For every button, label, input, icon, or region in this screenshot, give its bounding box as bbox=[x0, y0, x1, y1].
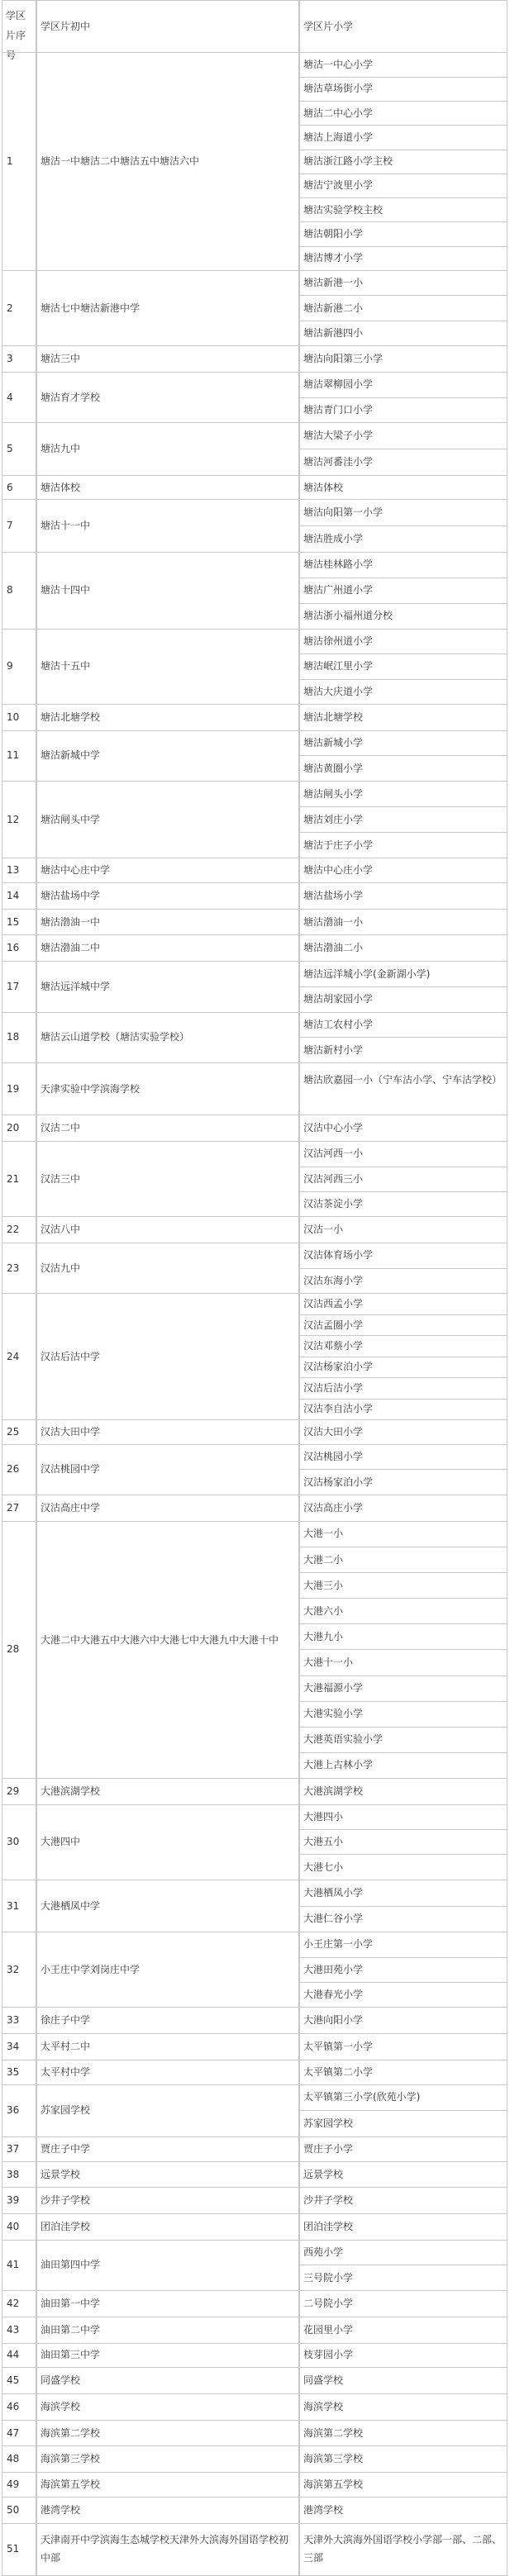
primary-school-name: 塘沽河番洼小学 bbox=[303, 455, 374, 468]
middle-school-name: 塘沽远洋城中学 bbox=[41, 980, 111, 992]
primary-school-name: 大港实验小学 bbox=[303, 1708, 364, 1720]
middle-school-name: 汉沽八中 bbox=[41, 1224, 81, 1236]
primary-school-name: 塘沽二中心小学 bbox=[303, 107, 374, 119]
primary-school-name: 塘沽胜成小学 bbox=[303, 532, 364, 544]
middle-school-name: 汉沽高庄中学 bbox=[41, 1502, 101, 1514]
primary-school-name: 塘沽草场街小学 bbox=[303, 83, 374, 95]
row-number: 34 bbox=[7, 2040, 20, 2052]
primary-school-name: 汉沽茶淀小学 bbox=[303, 1198, 364, 1210]
primary-school-name: 小王庄第一小学 bbox=[303, 1938, 374, 1951]
row-number: 39 bbox=[7, 2194, 20, 2207]
primary-school-name: 塘沽中心庄小学 bbox=[303, 864, 374, 877]
primary-school-name: 塘沽黄圈小学 bbox=[303, 762, 364, 774]
row-number: 25 bbox=[7, 1425, 20, 1438]
middle-school-name: 塘沽体校 bbox=[41, 481, 81, 493]
middle-school-name: 海滨第三学校 bbox=[41, 2453, 101, 2465]
middle-school-name: 沙井子学校 bbox=[41, 2194, 91, 2207]
middle-school-name: 塘沽北塘学校 bbox=[41, 711, 101, 723]
primary-school-name: 海滨第五学校 bbox=[303, 2479, 364, 2491]
row-number: 28 bbox=[7, 1643, 20, 1656]
primary-school-name: 港湾学校 bbox=[303, 2503, 344, 2516]
primary-school-name: 汉沽邓蔡小学 bbox=[303, 1340, 364, 1352]
primary-school-name: 沙井子学校 bbox=[303, 2194, 354, 2207]
middle-school-name: 塘沽中心庄中学 bbox=[41, 864, 111, 877]
middle-school-name: 汉沽九中 bbox=[41, 1262, 81, 1274]
primary-school-name: 汉沽桃园小学 bbox=[303, 1451, 364, 1463]
primary-school-name: 塘沽青门口小学 bbox=[303, 403, 374, 416]
row-number: 8 bbox=[7, 584, 13, 596]
primary-school-name: 塘沽朝阳小学 bbox=[303, 228, 364, 240]
primary-school-name: 塘沽广州道小学 bbox=[303, 584, 374, 596]
primary-school-name: 大港福源小学 bbox=[303, 1682, 364, 1694]
primary-school-name: 大港四小 bbox=[303, 1810, 344, 1823]
row-number: 51 bbox=[7, 2543, 20, 2555]
primary-school-name: 塘沽一中心小学 bbox=[303, 59, 374, 71]
row-number: 47 bbox=[7, 2426, 20, 2439]
row-number: 11 bbox=[7, 749, 20, 762]
row-number: 22 bbox=[7, 1224, 20, 1236]
primary-school-name: 贾庄子小学 bbox=[303, 2142, 354, 2155]
primary-school-name: 大港英语实验小学 bbox=[303, 1733, 384, 1746]
middle-school-name: 塘沽盐场中学 bbox=[41, 889, 101, 901]
row-number: 32 bbox=[7, 1963, 20, 1975]
row-number: 18 bbox=[7, 1031, 20, 1043]
row-number: 41 bbox=[7, 2259, 20, 2271]
primary-school-name: 汉沽高庄小学 bbox=[303, 1502, 364, 1514]
row-number: 36 bbox=[7, 2104, 20, 2117]
primary-school-name: 汉沽一小 bbox=[303, 1224, 344, 1236]
middle-school-name: 汉沽后沽中学 bbox=[41, 1350, 101, 1362]
primary-school-name: 汉沽杨家泊小学 bbox=[303, 1361, 374, 1373]
row-number: 17 bbox=[7, 980, 20, 992]
primary-school-name: 汉沽东海小学 bbox=[303, 1275, 364, 1287]
primary-school-name: 大港十一小 bbox=[303, 1656, 354, 1668]
row-number: 20 bbox=[7, 1122, 20, 1134]
primary-school-name: 太平镇第三小学(欣苑小学) bbox=[303, 2091, 421, 2103]
primary-school-name: 塘沽体校 bbox=[303, 481, 344, 493]
row-number: 38 bbox=[7, 2168, 20, 2180]
middle-school-name: 汉沽三中 bbox=[41, 1172, 81, 1185]
row-number: 24 bbox=[7, 1350, 20, 1362]
row-number: 45 bbox=[7, 2374, 20, 2387]
primary-school-name: 汉沽孟圈小学 bbox=[303, 1319, 364, 1331]
middle-school-name: 大港四中 bbox=[41, 1836, 81, 1848]
primary-school-name: 西苑小学 bbox=[303, 2246, 344, 2259]
middle-school-name: 小王庄中学刘岗庄中学 bbox=[41, 1963, 141, 1975]
primary-school-name: 大港滨湖学校 bbox=[303, 1785, 364, 1797]
primary-school-name: 塘沽实验学校主校 bbox=[303, 203, 384, 216]
row-number: 33 bbox=[7, 2014, 20, 2027]
primary-school-name: 塘沽渤油二小 bbox=[303, 942, 364, 954]
row-number: 16 bbox=[7, 942, 20, 954]
primary-school-name: 塘沽新城小学 bbox=[303, 737, 364, 749]
primary-school-name: 汉沽河西三小 bbox=[303, 1172, 364, 1185]
middle-school-name: 海滨学校 bbox=[41, 2400, 81, 2412]
row-number: 13 bbox=[7, 864, 20, 877]
middle-school-name: 油田第二中学 bbox=[41, 2323, 101, 2336]
primary-school-name: 塘沽向阳第三小学 bbox=[303, 352, 384, 364]
primary-school-name: 塘沽宁波里小学 bbox=[303, 179, 374, 192]
middle-school-name: 徐庄子中学 bbox=[41, 2014, 91, 2027]
primary-school-name: 大港一小 bbox=[303, 1528, 344, 1540]
primary-school-name: 大港二小 bbox=[303, 1553, 344, 1566]
primary-school-name: 汉沽河西一小 bbox=[303, 1148, 364, 1160]
middle-school-name: 贾庄子中学 bbox=[41, 2142, 91, 2155]
row-number: 15 bbox=[7, 915, 20, 928]
primary-school-name: 团泊洼学校 bbox=[303, 2220, 354, 2232]
primary-school-name: 大港春光小学 bbox=[303, 1989, 364, 2001]
middle-school-name: 汉沽二中 bbox=[41, 1122, 81, 1134]
row-number: 3 bbox=[7, 352, 13, 364]
row-number: 27 bbox=[7, 1502, 20, 1514]
primary-school-name: 汉沽体育场小学 bbox=[303, 1249, 374, 1262]
primary-school-name: 塘沽浙江路小学主校 bbox=[303, 155, 393, 168]
primary-school-name: 海滨第二学校 bbox=[303, 2426, 364, 2439]
primary-school-name: 塘沽北塘学校 bbox=[303, 711, 364, 723]
middle-school-name: 塘沽云山道学校（塘沽实验学校） bbox=[41, 1031, 190, 1043]
middle-school-name: 油田第四中学 bbox=[41, 2259, 101, 2271]
header-middle: 学区片初中 bbox=[41, 20, 91, 32]
primary-school-name: 塘沽欣嘉园一小（宁车沽小学、宁车沽学校） bbox=[303, 1073, 503, 1086]
middle-school-name: 汉沽大田中学 bbox=[41, 1425, 101, 1438]
row-number: 46 bbox=[7, 2400, 20, 2412]
middle-school-name: 塘沽一中塘沽二中塘沽五中塘沽六中 bbox=[41, 155, 200, 168]
header-no: 学区片序号 bbox=[6, 10, 26, 61]
primary-school-name: 塘沽岷江里小学 bbox=[303, 660, 374, 673]
middle-school-name: 海滨第五学校 bbox=[41, 2479, 101, 2491]
row-number: 14 bbox=[7, 889, 20, 901]
row-number: 42 bbox=[7, 2298, 20, 2310]
middle-school-name: 太平村中学 bbox=[41, 2065, 91, 2078]
row-number: 44 bbox=[7, 2349, 20, 2361]
row-number: 37 bbox=[7, 2142, 20, 2155]
middle-school-name: 大港滨湖学校 bbox=[41, 1785, 101, 1797]
primary-school-name: 塘沽盐场小学 bbox=[303, 889, 364, 901]
middle-school-name: 塘沽闸头中学 bbox=[41, 813, 101, 825]
primary-school-name: 天津外大滨海外国语学校小学部一部、二部、三部 bbox=[303, 2534, 503, 2564]
middle-school-name: 塘沽育才学校 bbox=[41, 391, 101, 403]
row-number: 7 bbox=[7, 520, 13, 532]
primary-school-name: 大港七小 bbox=[303, 1861, 344, 1873]
primary-school-name: 汉沽大田小学 bbox=[303, 1425, 364, 1438]
row-number: 50 bbox=[7, 2503, 20, 2516]
primary-school-name: 汉沽西孟小学 bbox=[303, 1298, 364, 1310]
primary-school-name: 海滨第三学校 bbox=[303, 2453, 364, 2465]
row-number: 21 bbox=[7, 1172, 20, 1185]
row-number: 23 bbox=[7, 1262, 20, 1274]
middle-school-name: 塘沽九中 bbox=[41, 442, 81, 454]
row-number: 48 bbox=[7, 2453, 20, 2465]
row-number: 40 bbox=[7, 2220, 20, 2232]
row-number: 29 bbox=[7, 1785, 20, 1797]
middle-school-name: 塘沽十四中 bbox=[41, 584, 91, 596]
primary-school-name: 塘沽工农村小学 bbox=[303, 1018, 374, 1030]
primary-school-name: 大港田苑小学 bbox=[303, 1963, 364, 1975]
primary-school-name: 塘沽徐州道小学 bbox=[303, 635, 374, 648]
primary-school-name: 汉沽中心小学 bbox=[303, 1122, 364, 1134]
primary-school-name: 汉沽杨家泊小学 bbox=[303, 1476, 374, 1488]
primary-school-name: 大港六小 bbox=[303, 1604, 344, 1617]
row-number: 1 bbox=[7, 155, 13, 168]
primary-school-name: 塘沽远洋城小学(金新湖小学) bbox=[303, 967, 431, 980]
primary-school-name: 苏家园学校 bbox=[303, 2117, 354, 2130]
primary-school-name: 塘沽于庄子小学 bbox=[303, 839, 374, 851]
row-number: 4 bbox=[7, 391, 13, 403]
middle-school-name: 同盛学校 bbox=[41, 2374, 81, 2387]
primary-school-name: 大港五小 bbox=[303, 1836, 344, 1848]
row-number: 49 bbox=[7, 2479, 20, 2491]
row-number: 9 bbox=[7, 660, 13, 673]
primary-school-name: 塘沽翠柳园小学 bbox=[303, 378, 374, 391]
middle-school-name: 塘沽十五中 bbox=[41, 660, 91, 673]
middle-school-name: 塘沽七中塘沽新港中学 bbox=[41, 302, 141, 314]
primary-school-name: 塘沽大庆道小学 bbox=[303, 685, 374, 697]
primary-school-name: 汉沽李自沽小学 bbox=[303, 1403, 374, 1415]
primary-school-name: 远景学校 bbox=[303, 2168, 344, 2180]
row-number: 10 bbox=[7, 711, 20, 723]
row-number: 35 bbox=[7, 2065, 20, 2078]
primary-school-name: 大港九小 bbox=[303, 1630, 344, 1642]
primary-school-name: 塘沽浙小福州道分校 bbox=[303, 610, 393, 622]
row-number: 12 bbox=[7, 813, 20, 825]
primary-school-name: 塘沽闸头小学 bbox=[303, 787, 364, 800]
middle-school-cell bbox=[36, 1521, 299, 1779]
middle-school-name: 太平村二中 bbox=[41, 2040, 91, 2052]
middle-school-name: 远景学校 bbox=[41, 2168, 81, 2180]
middle-school-name: 塘沽渤油二中 bbox=[41, 942, 101, 954]
primary-school-name: 塘沽新港二小 bbox=[303, 302, 364, 314]
middle-school-name: 塘沽渤油一中 bbox=[41, 915, 101, 928]
row-number: 6 bbox=[7, 481, 13, 493]
primary-school-name: 同盛学校 bbox=[303, 2374, 344, 2387]
middle-school-name: 天津实验中学滨海学校 bbox=[41, 1082, 141, 1095]
primary-school-name: 二号院小学 bbox=[303, 2298, 354, 2310]
middle-school-name: 塘沽十一中 bbox=[41, 520, 91, 532]
primary-school-name: 枝芽园小学 bbox=[303, 2349, 354, 2361]
primary-school-name: 塘沽桂林路小学 bbox=[303, 558, 374, 571]
row-number: 26 bbox=[7, 1463, 20, 1476]
middle-school-name: 海滨第二学校 bbox=[41, 2426, 101, 2439]
primary-school-name: 大港栖凤小学 bbox=[303, 1886, 364, 1899]
middle-school-name: 港湾学校 bbox=[41, 2503, 81, 2516]
middle-school-name: 油田第一中学 bbox=[41, 2298, 101, 2310]
primary-school-name: 塘沽新港一小 bbox=[303, 277, 364, 289]
primary-school-name: 太平镇第二小学 bbox=[303, 2065, 374, 2078]
primary-school-name: 大港上古林小学 bbox=[303, 1759, 374, 1771]
middle-school-name: 塘沽新城中学 bbox=[41, 749, 101, 762]
row-number: 31 bbox=[7, 1899, 20, 1912]
middle-school-name: 汉沽桃园中学 bbox=[41, 1463, 101, 1476]
row-number: 5 bbox=[7, 442, 13, 454]
primary-school-name: 三号院小学 bbox=[303, 2271, 354, 2284]
row-number: 30 bbox=[7, 1836, 20, 1848]
middle-school-name: 大港二中大港五中大港六中大港七中大港九中大港十中 bbox=[41, 1634, 279, 1647]
middle-school-name: 油田第三中学 bbox=[41, 2349, 101, 2361]
middle-school-name: 天津南开中学滨海生态城学校天津外大滨海外国语学校初中部 bbox=[41, 2534, 289, 2564]
row-number: 19 bbox=[7, 1082, 20, 1095]
middle-school-name: 塘沽三中 bbox=[41, 352, 81, 364]
primary-school-name: 塘沽大梁子小学 bbox=[303, 430, 374, 442]
middle-school-name: 苏家园学校 bbox=[41, 2104, 91, 2117]
primary-school-name: 大港仁谷小学 bbox=[303, 1913, 364, 1925]
primary-school-name: 塘沽刘庄小学 bbox=[303, 813, 364, 825]
row-number: 43 bbox=[7, 2323, 20, 2336]
primary-school-name: 塘沽向阳第一小学 bbox=[303, 506, 384, 519]
row-number: 2 bbox=[7, 302, 13, 314]
header-primary: 学区片小学 bbox=[303, 20, 354, 32]
primary-school-name: 大港三小 bbox=[303, 1579, 344, 1591]
primary-school-name: 塘沽上海道小学 bbox=[303, 131, 374, 143]
primary-school-name: 太平镇第一小学 bbox=[303, 2040, 374, 2052]
primary-school-name: 塘沽博才小学 bbox=[303, 252, 364, 264]
primary-school-name: 海滨学校 bbox=[303, 2400, 344, 2412]
primary-school-name: 塘沽渤油一小 bbox=[303, 915, 364, 928]
primary-school-name: 塘沽胡家园小学 bbox=[303, 993, 374, 1005]
primary-school-name: 花园里小学 bbox=[303, 2323, 354, 2336]
primary-school-name: 汉沽后沽小学 bbox=[303, 1381, 364, 1394]
primary-school-name: 塘沽新村小学 bbox=[303, 1043, 364, 1056]
primary-school-name: 塘沽新港四小 bbox=[303, 326, 364, 339]
middle-school-name: 团泊洼学校 bbox=[41, 2220, 91, 2232]
middle-school-name: 大港栖凤中学 bbox=[41, 1899, 101, 1912]
primary-school-name: 大港向阳小学 bbox=[303, 2014, 364, 2027]
